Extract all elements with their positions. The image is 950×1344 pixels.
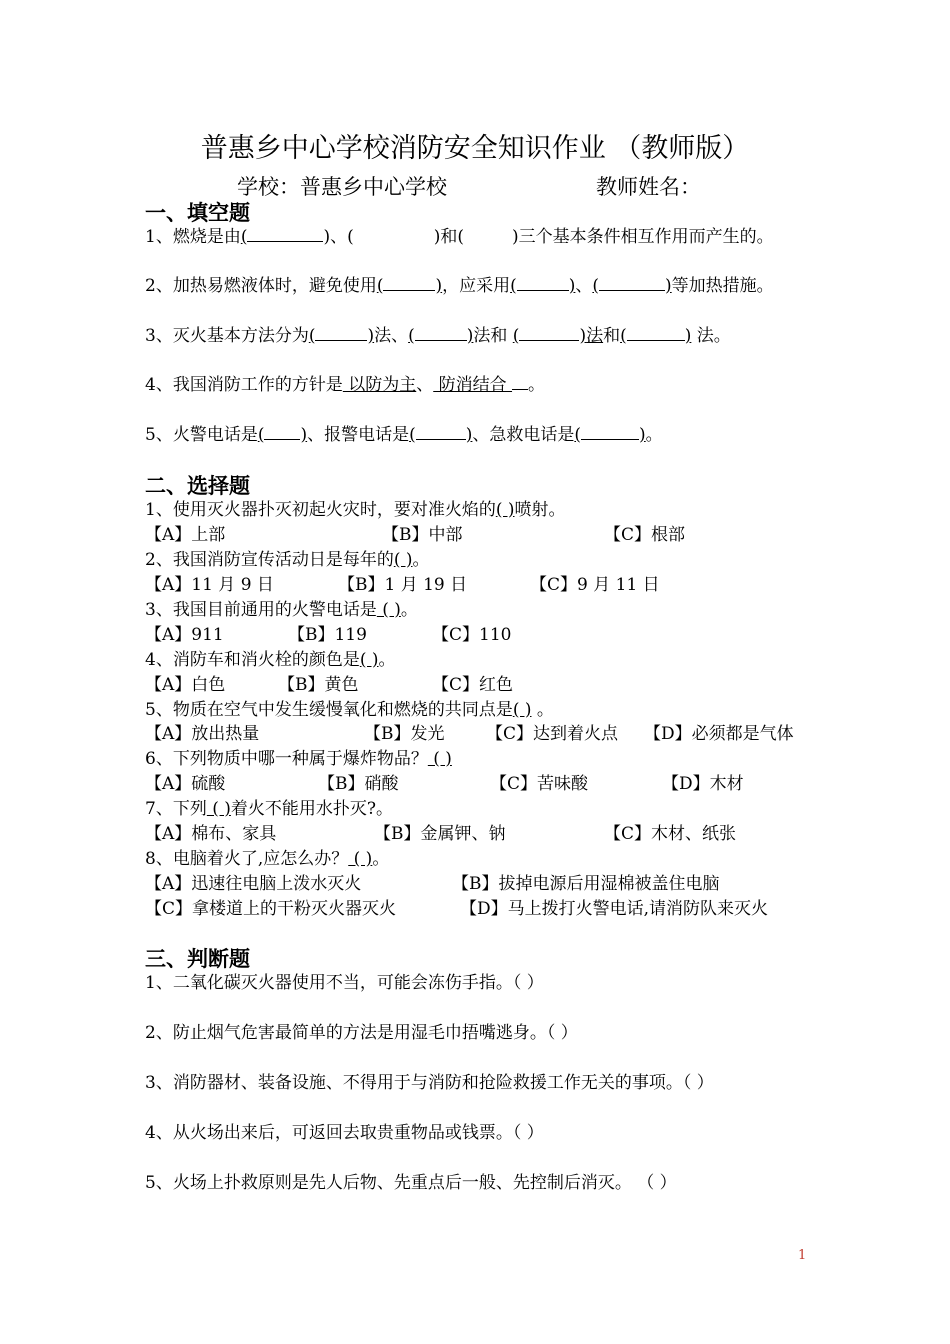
q3-paren-3-close: ) [579, 326, 587, 346]
judge-question-5[interactable]: 5、火场上扑救原则是先人后物、先重点后一般、先控制后消灭。 （ ） [145, 1173, 677, 1193]
choice-q1-option-a[interactable]: 【A】上部 [145, 525, 226, 545]
q4-blank-tail[interactable] [512, 389, 528, 390]
choice-q5-option-c[interactable]: 【C】达到着火点 [486, 724, 619, 744]
q3-paren-close: ) [367, 326, 375, 346]
choice-q6-blank[interactable]: ( ) [427, 749, 452, 769]
choice-q5-option-d[interactable]: 【D】必须都是气体 [644, 724, 794, 744]
q5-text-4: 。 [645, 425, 663, 445]
choice-q6-option-b[interactable]: 【B】硝酸 [318, 774, 399, 794]
q2-paren-2: ( [510, 276, 517, 296]
choice-q2-option-c[interactable]: 【C】9 月 11 日 [530, 575, 660, 595]
judge-question-3[interactable]: 3、消防器材、装备设施、不得用于与消防和抢险救援工作无关的事项。（ ） [145, 1073, 714, 1093]
q2-blank-1[interactable] [383, 290, 435, 291]
q2-text-4: 等加热措施。 [671, 276, 774, 296]
q3-paren-4: ( [620, 326, 627, 346]
choice-q8-stem-end: 。 [372, 849, 390, 869]
choice-q7-option-b[interactable]: 【B】金属钾、钠 [374, 824, 506, 844]
fill-question-1 [145, 225, 774, 249]
judge-question-2[interactable]: 2、防止烟气危害最简单的方法是用湿毛巾捂嘴逃身。（ ） [145, 1023, 578, 1043]
choice-q6-option-c[interactable]: 【C】苦味酸 [490, 774, 589, 794]
q3-paren-2: ( [408, 326, 415, 346]
choice-q4-option-b[interactable]: 【B】黄色 [278, 675, 359, 695]
judge-question-1[interactable]: 1、二氧化碳灭火器使用不当，可能会冻伤手指。（ ） [145, 973, 544, 993]
choice-q7-stem: 7、下列 [145, 799, 207, 819]
fill-question-5 [145, 423, 663, 447]
choice-q5-stem-end: 。 [531, 700, 554, 720]
q4-answer-2: 防消结合 [433, 375, 513, 395]
choice-question-1 [145, 498, 566, 522]
q4-answer-1: 以防为主 [342, 375, 417, 395]
choice-q4-stem: 4、消防车和消火栓的颜色是 [145, 650, 360, 670]
q3-blank-3[interactable] [519, 340, 579, 341]
q2-text-3: 、 [575, 276, 593, 296]
choice-q7-blank[interactable]: ( ) [206, 799, 231, 819]
choice-q3-option-b[interactable]: 【B】119 [288, 625, 367, 645]
choice-q8-option-b[interactable]: 【B】拔掉电源后用湿棉被盖住电脑 [452, 874, 720, 894]
q5-blank-2[interactable] [416, 439, 466, 440]
choice-q6-stem: 6、下列物质中哪一种属于爆炸物品？ [145, 749, 428, 769]
choice-q1-stem-end: 喷射。 [514, 500, 566, 520]
choice-q5-option-b[interactable]: 【B】发光 [364, 724, 445, 744]
q5-paren: ( [257, 425, 265, 445]
q5-paren-3-close: ) [639, 425, 646, 445]
choice-q7-option-c[interactable]: 【C】木材、纸张 [604, 824, 737, 844]
choice-question-5 [145, 698, 554, 722]
choice-q3-stem-end: 。 [400, 600, 418, 620]
q3-blank-2[interactable] [415, 340, 467, 341]
q2-text: 2、加热易燃液体时，避免使用 [145, 276, 377, 296]
choice-q4-option-c[interactable]: 【C】红色 [432, 675, 514, 695]
choice-q1-stem: 1、使用灭火器扑灭初起火灾时，要对准火焰的 [145, 500, 496, 520]
choice-q4-stem-end: 。 [378, 650, 396, 670]
fill-question-3 [145, 324, 731, 348]
choice-q5-option-a[interactable]: 【A】放出热量 [145, 724, 260, 744]
q3-paren-4-close: ) [684, 326, 692, 346]
choice-q8-option-c[interactable]: 【C】拿楼道上的干粉灭火器灭火 [145, 899, 397, 919]
fill-question-2 [145, 274, 774, 298]
section-choice-heading: 二、选择题 [145, 474, 250, 498]
q3-paren-3: ( [512, 326, 520, 346]
q2-paren-2-close: ) [568, 276, 576, 296]
choice-q2-stem: 2、我国消防宣传活动日是每年的 [145, 550, 394, 570]
q3-text-4: 法 [586, 326, 604, 346]
choice-question-8 [145, 847, 389, 871]
choice-q2-option-a[interactable]: 【A】11 月 9 日 [145, 575, 274, 595]
q5-paren-close: ) [300, 425, 308, 445]
q4-text-2: 、 [416, 375, 434, 395]
choice-q8-option-d[interactable]: 【D】马上拨打火警电话,请消防队来灭火 [460, 899, 769, 919]
q5-blank-1[interactable] [264, 439, 300, 440]
q4-text: 4、我国消防工作的方针是 [145, 375, 343, 395]
choice-q5-blank[interactable]: ( ) [512, 700, 532, 720]
q3-blank-4[interactable] [627, 340, 685, 341]
q5-text-3: 、急救电话是 [472, 425, 575, 445]
choice-question-6 [145, 747, 452, 771]
page-number: 1 [798, 1248, 807, 1263]
q1-text: 1、燃烧是由 [145, 227, 241, 247]
q5-paren-2-close: ) [465, 425, 473, 445]
choice-question-7 [145, 797, 393, 821]
choice-q2-option-b[interactable]: 【B】1 月 19 日 [338, 575, 468, 595]
q3-blank-1[interactable] [315, 340, 367, 341]
q2-blank-2[interactable] [517, 290, 569, 291]
q3-text: 3、灭火基本方法分为 [145, 326, 309, 346]
q1-text-4: )三个基本条件相互作用而产生的。 [512, 227, 774, 247]
q2-blank-3[interactable] [599, 290, 665, 291]
choice-q1-blank[interactable]: ( ) [495, 500, 515, 520]
q1-text-3: )和( [433, 227, 464, 247]
section-judgement-heading: 三、判断题 [145, 947, 250, 971]
choice-q7-stem-end: 着火不能用水扑灭?。 [230, 799, 394, 819]
q2-paren-3-close: ) [665, 276, 672, 296]
choice-q3-blank[interactable]: ( ) [376, 600, 401, 620]
q1-text-2: )、( [323, 227, 354, 247]
q2-paren-3: ( [592, 276, 600, 296]
q2-text-2: ，应采用 [442, 276, 511, 296]
q3-text-5: 和 [603, 326, 621, 346]
q5-paren-2: ( [409, 425, 416, 445]
choice-q2-blank[interactable]: ( ) [393, 550, 413, 570]
q1-blank-1[interactable] [247, 241, 323, 242]
q5-blank-3[interactable] [581, 439, 639, 440]
q1-blank-open: ( [240, 227, 248, 247]
choice-q8-stem: 8、电脑着火了,应怎么办？ [145, 849, 349, 869]
q3-text-2: 法、 [374, 326, 409, 346]
choice-q6-option-a[interactable]: 【A】硫酸 [145, 774, 226, 794]
q2-paren: ( [376, 276, 384, 296]
choice-q5-stem: 5、物质在空气中发生缓慢氧化和燃烧的共同点是 [145, 700, 513, 720]
choice-question-2 [145, 548, 430, 572]
choice-q7-option-a[interactable]: 【A】棉布、家具 [145, 824, 277, 844]
choice-q3-option-a[interactable]: 【A】911 [145, 625, 224, 645]
choice-question-3 [145, 598, 418, 622]
choice-q8-option-a[interactable]: 【A】迅速往电脑上泼水灭火 [145, 874, 362, 894]
choice-q1-option-b[interactable]: 【B】中部 [382, 525, 463, 545]
choice-q3-option-c[interactable]: 【C】110 [432, 625, 512, 645]
q5-paren-3: ( [574, 425, 582, 445]
q3-paren: ( [308, 326, 316, 346]
choice-q2-stem-end: 。 [412, 550, 430, 570]
q3-text-6: 法。 [691, 326, 731, 346]
page-title: 普惠乡中心学校消防安全知识作业 （教师版） [200, 133, 750, 164]
choice-q4-option-a[interactable]: 【A】白色 [145, 675, 226, 695]
choice-q8-blank[interactable]: ( ) [348, 849, 373, 869]
q2-paren-close: ) [435, 276, 443, 296]
judge-question-4[interactable]: 4、从火场出来后，可返回去取贵重物品或钱票。（ ） [145, 1123, 544, 1143]
q3-paren-2-close: ) [466, 326, 474, 346]
q5-text: 5、火警电话是 [145, 425, 258, 445]
fill-question-4 [145, 373, 545, 397]
choice-question-4 [145, 648, 396, 672]
q4-text-3: 。 [528, 375, 546, 395]
choice-q3-stem: 3、我国目前通用的火警电话是 [145, 600, 377, 620]
choice-q6-option-d[interactable]: 【D】木材 [662, 774, 744, 794]
choice-q4-blank[interactable]: ( ) [359, 650, 379, 670]
school-label: 学校：普惠乡中心学校 [237, 175, 447, 199]
q3-text-3: 法和 [473, 326, 513, 346]
q5-text-2: 、报警电话是 [307, 425, 410, 445]
teacher-name-label: 教师姓名： [596, 175, 701, 199]
section-fill-in-heading: 一、填空题 [145, 201, 250, 225]
choice-q1-option-c[interactable]: 【C】根部 [604, 525, 686, 545]
